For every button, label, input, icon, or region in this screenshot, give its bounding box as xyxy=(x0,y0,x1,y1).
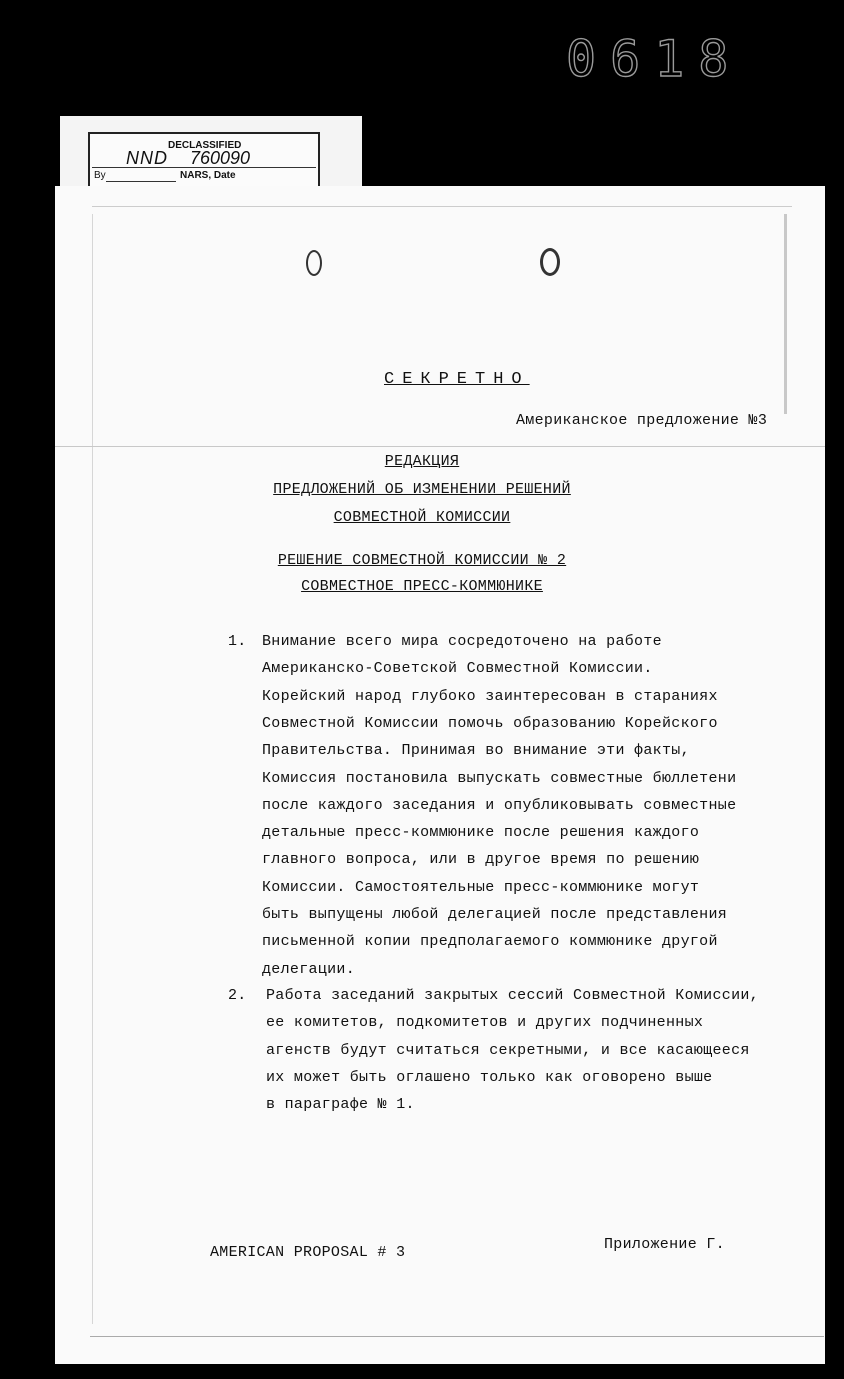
page-edge xyxy=(92,214,93,1324)
paragraph-line: агенств будут считаться секретными, и все касающееся xyxy=(266,1041,750,1059)
declassification-stamp xyxy=(88,132,320,188)
punch-hole-icon xyxy=(540,248,560,276)
heading-4: РЕШЕНИЕ СОВМЕСТНОЙ КОМИССИИ № 2 xyxy=(277,552,567,569)
heading-5: СОВМЕСТНОЕ ПРЕСС-КОММЮНИКЕ xyxy=(301,578,543,595)
by-signature-line xyxy=(106,181,176,182)
footer-appendix-label: Приложение Г. xyxy=(604,1236,725,1253)
page-edge xyxy=(784,214,787,414)
paragraph-line: быть выпущены любой делегацией после представления xyxy=(262,906,728,923)
declassified-label: DECLASSIFIED xyxy=(168,140,242,151)
by-label: By xyxy=(94,170,106,181)
paragraph-line: письменной копии предполагаемого коммюнике другой xyxy=(262,933,718,951)
paragraph-line: Комиссии. Самостоятельные пресс-коммюнике могут xyxy=(262,878,700,896)
authority-prefix: NND xyxy=(126,148,168,168)
nars-date-label: NARS, Date xyxy=(180,170,236,181)
item-number: 1. xyxy=(228,633,247,650)
footer-proposal-label: AMERICAN PROPOSAL # 3 xyxy=(210,1244,406,1261)
item-number: 2. xyxy=(228,987,247,1004)
paragraph-line: их может быть оглашено только как оговорено выше xyxy=(266,1068,713,1086)
paragraph-line: Совместной Комиссии помочь образованию Корейского xyxy=(262,714,718,732)
punch-hole-icon xyxy=(306,250,322,276)
page-edge xyxy=(92,206,792,207)
authority-number: 760090 xyxy=(190,148,251,168)
page-bottom-edge xyxy=(90,1336,824,1337)
paragraph-line: детальные пресс-коммюнике после решения каждого xyxy=(262,824,700,842)
heading-2: ПРЕДЛОЖЕНИЙ ОБ ИЗМЕНЕНИИ РЕШЕНИЙ xyxy=(273,481,571,498)
paragraph-line: ее комитетов, подкомитетов и других подчиненных xyxy=(266,1014,704,1032)
paragraph-line: главного вопроса, или в другое время по решению xyxy=(262,851,700,869)
heading-1: РЕДАКЦИЯ xyxy=(384,453,460,470)
frame-number: 0618 xyxy=(566,30,743,88)
paragraph-line: делегации. xyxy=(262,960,356,978)
proposal-label: Американское предложение №3 xyxy=(516,412,768,429)
paragraph-line: Корейский народ глубоко заинтересован в стараниях xyxy=(262,687,718,705)
paragraph-line: Американско-Советской Совместной Комиссии. xyxy=(262,660,653,678)
fold-line xyxy=(55,446,825,447)
stamp-divider xyxy=(92,167,316,168)
paragraph-line: в параграфе № 1. xyxy=(266,1096,415,1114)
heading-3: СОВМЕСТНОЙ КОМИССИИ xyxy=(333,509,511,526)
classification-label: СЕКРЕТНО xyxy=(384,370,530,389)
paragraph-line: Комиссия постановила выпускать совместные бюллетени xyxy=(262,769,737,787)
paragraph-line: Правительства. Принимая во внимание эти факты, xyxy=(262,742,690,760)
paragraph-line: Работа заседаний закрытых сессий Совместной Комиссии, xyxy=(266,987,759,1004)
paragraph-line: Внимание всего мира сосредоточено на работе xyxy=(262,633,662,650)
paragraph-line: после каждого заседания и опубликовывать совместные xyxy=(262,796,737,814)
